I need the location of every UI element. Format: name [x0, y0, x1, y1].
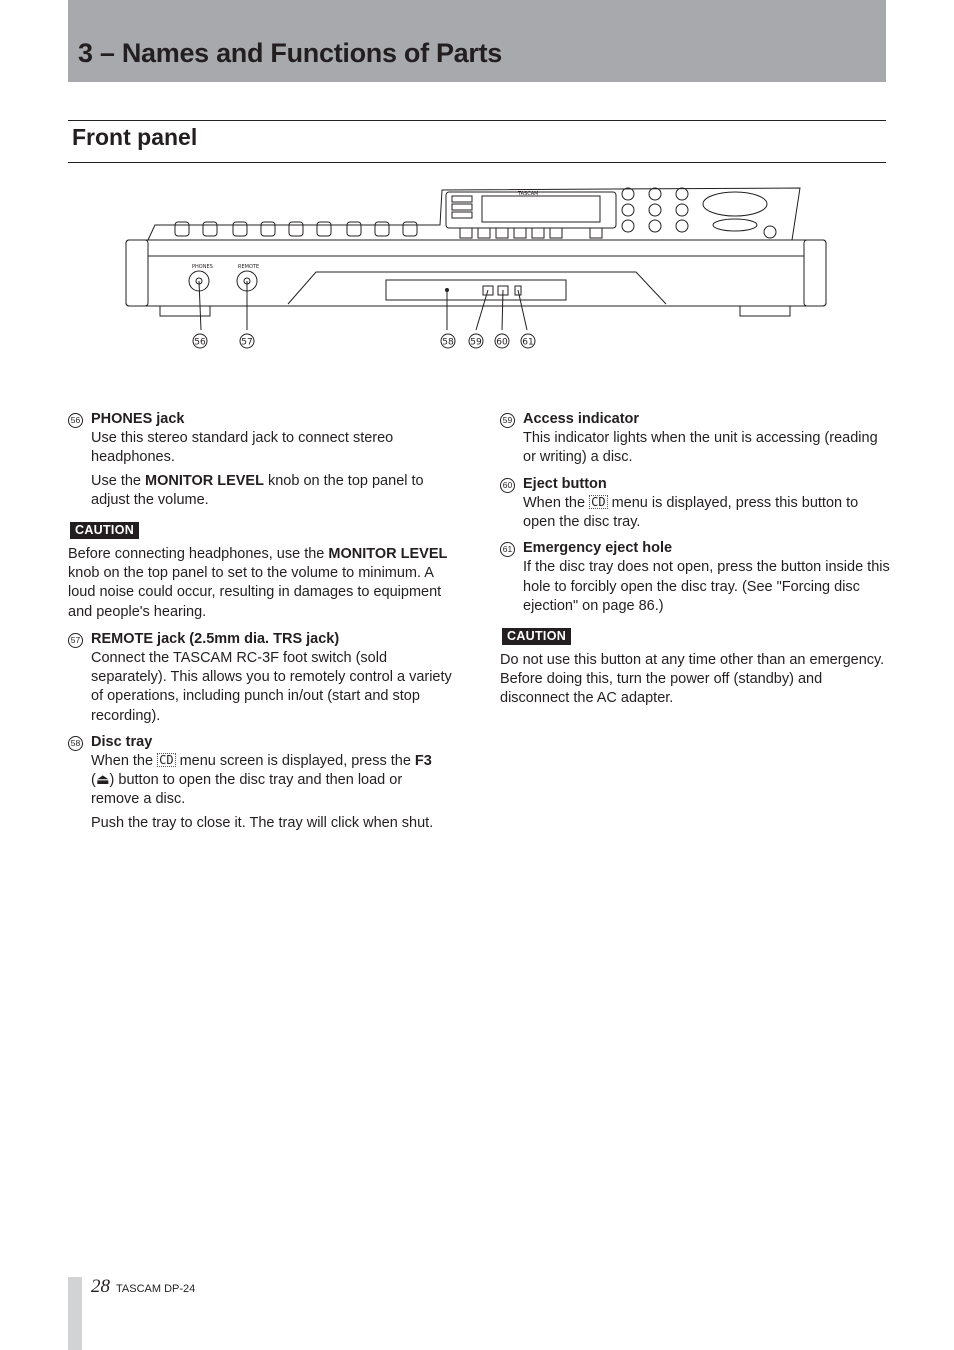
- channel-knobs: [175, 222, 417, 236]
- item-access-indicator: [500, 410, 890, 468]
- front-bevel: [288, 272, 666, 304]
- item-text: If the disc tray does not open, press the button inside this hole to forcibly open the disc tray. (See "Forcing disc ejection" on page 86.): [523, 559, 890, 614]
- phones-jack-label: PHONES: [192, 264, 213, 270]
- item-number: 61: [500, 542, 515, 557]
- callout-60: 60: [496, 337, 508, 348]
- brand-logo: TASCAM: [518, 191, 539, 197]
- callout-58: 58: [442, 337, 454, 348]
- item-number: 56: [68, 413, 83, 428]
- transport-pad: [713, 219, 757, 231]
- eject-icon: ⏏: [95, 772, 110, 789]
- caution-badge: CAUTION: [70, 522, 139, 539]
- function-buttons: [460, 228, 602, 238]
- right-column: [500, 410, 890, 717]
- item-title: Access indicator: [523, 411, 640, 427]
- left-column: [68, 410, 453, 840]
- item-title: REMOTE jack (2.5mm dia. TRS jack): [91, 630, 340, 647]
- jog-wheel: [703, 192, 767, 216]
- item-remote-jack: [68, 630, 453, 726]
- callout-59: 59: [470, 337, 482, 348]
- front-panel-illustration: [120, 180, 832, 360]
- left-end-cap: [126, 240, 148, 306]
- page-number: 28: [91, 1276, 110, 1297]
- front-body: [126, 240, 826, 306]
- item-number: 58: [68, 736, 83, 751]
- cd-menu-glyph: CD: [591, 494, 606, 509]
- item-number: 60: [500, 478, 515, 493]
- input-knobs: [622, 188, 688, 232]
- item-title: Emergency eject hole: [523, 540, 673, 557]
- section-bottom-rule: [68, 162, 886, 163]
- callout-61: 61: [522, 337, 534, 348]
- item-number: 59: [500, 413, 515, 428]
- disc-tray-slot: [386, 280, 566, 300]
- right-end-cap: [804, 240, 826, 306]
- item-text: Push the tray to close it. The tray will click when shut.: [91, 814, 434, 831]
- lcd-screen: [482, 196, 600, 222]
- item-title: Eject button: [523, 475, 607, 492]
- item-text: When the CD menu screen is displayed, press the F3 (⏏) button to open the disc tray and then load or remove a disc.: [91, 753, 432, 808]
- item-disc-tray: [68, 733, 453, 833]
- item-text: Connect the TASCAM RC-3F foot switch (sold separately). This allows you to remotely control a variety of operations, including punch in/out (start and stop recording).: [91, 650, 452, 724]
- item-text: Use the MONITOR LEVEL knob on the top panel to adjust the volume.: [91, 472, 424, 508]
- item-text: When the CD menu is displayed, press this button to open the disc tray.: [523, 494, 859, 531]
- item-eject-button: [500, 475, 890, 533]
- callout-56: 56: [194, 337, 206, 348]
- caution-text: Before connecting headphones, use the MONITOR LEVEL knob on the top panel to set to the volume to minimum. A loud noise could occur, resulting in damages to equipment and people's hearing.: [68, 546, 448, 620]
- item-text: This indicator lights when the unit is accessing (reading or writing) a disc.: [523, 430, 878, 466]
- item-emergency-eject-hole: [500, 539, 890, 616]
- footer-tab: [68, 1277, 82, 1350]
- section-title: Front panel: [72, 124, 198, 150]
- product-name: TASCAM DP-24: [116, 1283, 196, 1295]
- caution-text: Do not use this button at any time other than an emergency. Before doing this, turn the power off (standby) and disconnect the AC adapter.: [500, 652, 885, 707]
- chapter-title: 3 – Names and Functions of Parts: [78, 38, 503, 68]
- item-phones-jack: [68, 410, 453, 510]
- chapter-header: [68, 0, 886, 82]
- item-title: Disc tray: [91, 733, 153, 750]
- item-text: Use this stereo standard jack to connect stereo headphones.: [91, 430, 394, 466]
- item-title: PHONES jack: [91, 411, 185, 427]
- section-top-rule: [68, 120, 886, 121]
- remote-jack-label: REMOTE: [238, 264, 260, 270]
- callout-57: 57: [241, 337, 253, 348]
- device-top-outline: [148, 188, 800, 240]
- item-number: 57: [68, 633, 83, 648]
- caution-badge: CAUTION: [502, 628, 571, 645]
- cd-menu-glyph: CD: [159, 753, 174, 768]
